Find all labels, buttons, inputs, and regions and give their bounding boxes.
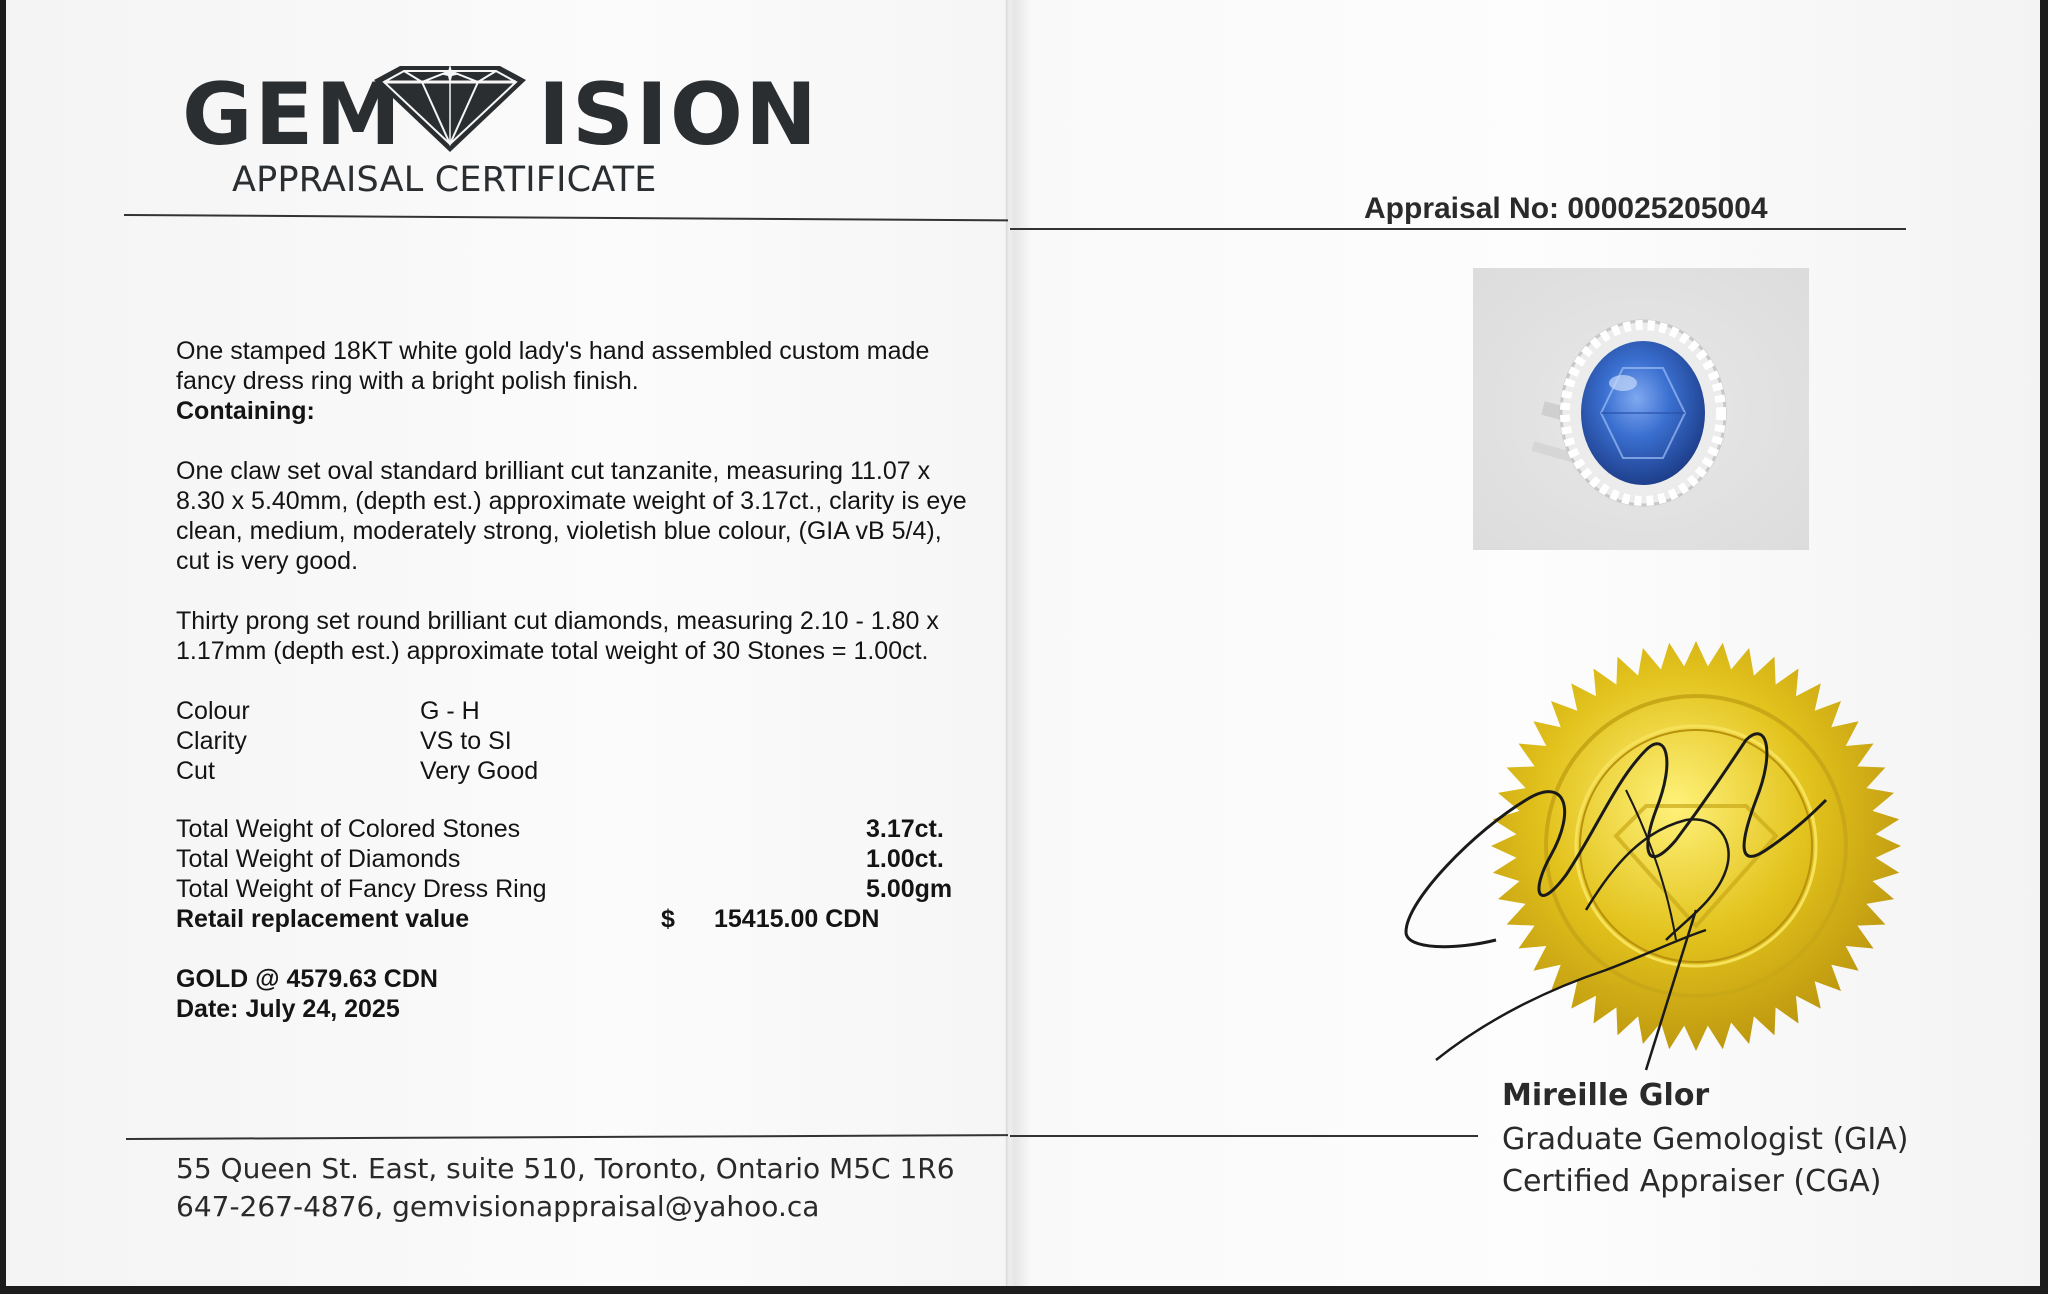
logo-text-left: GEM [182, 65, 403, 165]
retail-currency: $ [661, 905, 675, 933]
footer-address: 55 Queen St. East, suite 510, Toronto, Ontario M5C 1R6 [176, 1152, 955, 1185]
intro-line: One stamped 18KT white gold lady's hand assembled custom made [176, 337, 930, 365]
ring-description [176, 336, 1036, 426]
grading-value: Very Good [420, 757, 539, 785]
tanzanite-line: clean, medium, moderately strong, violetish blue colour, (GIA vB 5/4), [176, 517, 942, 545]
tanzanite-line: 8.30 x 5.40mm, (depth est.) approximate weight of 3.17ct., clarity is eye [176, 487, 967, 515]
grading-label: Colour [176, 697, 250, 725]
total-value: 1.00ct. [866, 845, 944, 873]
footer-rule-left [126, 1134, 1008, 1140]
footer-rule-right [1010, 1135, 1478, 1137]
tanzanite-line: One claw set oval standard brilliant cut tanzanite, measuring 11.07 x [176, 457, 931, 485]
appraiser-signature [1346, 680, 1926, 1080]
grading-value: G - H [420, 697, 480, 725]
grading-value: VS to SI [420, 727, 512, 755]
total-value: 5.00gm [866, 875, 953, 903]
appraiser-title-cga: Certified Appraiser (CGA) [1502, 1164, 1882, 1199]
tanzanite-description [176, 456, 1036, 576]
intro-line: fancy dress ring with a bright polish finish. [176, 367, 639, 395]
appraisal-number: Appraisal No: 000025205004 [1364, 192, 1768, 225]
appraisal-date: Date: July 24, 2025 [176, 995, 400, 1023]
footer-contact: 647-267-4876, gemvisionappraisal@yahoo.ca [176, 1190, 820, 1223]
retail-value: 15415.00 CDN [714, 905, 880, 933]
tanzanite-line: cut is very good. [176, 547, 359, 575]
diamond-line: 1.17mm (depth est.) approximate total weight of 30 Stones = 1.00ct. [176, 637, 929, 665]
total-value: 3.17ct. [866, 815, 944, 843]
header-rule-left [124, 214, 1008, 221]
diamond-logo-icon [366, 62, 534, 154]
total-label: Total Weight of Diamonds [176, 845, 461, 873]
retail-value-label: Retail replacement value [176, 905, 470, 933]
gold-price: GOLD @ 4579.63 CDN [176, 965, 438, 993]
appraiser-title-gia: Graduate Gemologist (GIA) [1502, 1122, 1909, 1157]
ring-photo [1473, 268, 1809, 550]
grading-label: Clarity [176, 727, 247, 755]
logo-text-right: ISION [538, 65, 820, 165]
total-label: Total Weight of Colored Stones [176, 815, 521, 843]
gemvision-logo [176, 58, 820, 165]
grading-label: Cut [176, 757, 215, 785]
containing-label: Containing: [176, 397, 315, 425]
diamond-description [176, 606, 1036, 666]
appraiser-name: Mireille Glor [1502, 1078, 1710, 1113]
certificate-page [6, 0, 2040, 1286]
total-label: Total Weight of Fancy Dress Ring [176, 875, 547, 903]
certificate-subtitle: APPRAISAL CERTIFICATE [232, 160, 657, 200]
ring-illustration [1473, 268, 1809, 550]
diamond-line: Thirty prong set round brilliant cut diamonds, measuring 2.10 - 1.80 x [176, 607, 939, 635]
header-rule-right [1010, 228, 1906, 230]
